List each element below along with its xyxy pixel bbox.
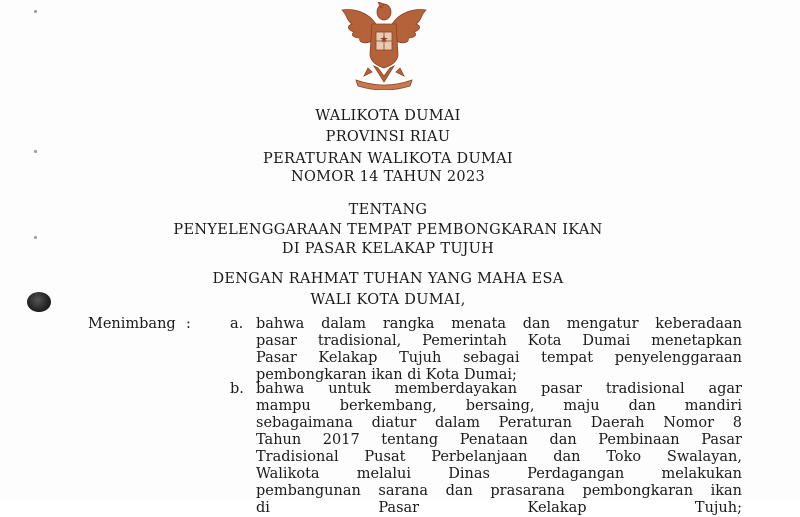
punch-hole bbox=[27, 292, 51, 312]
item-a-line: pasar tradisional, Pemerintah Kota Dumai menetapkan bbox=[256, 333, 742, 349]
menimbang-colon: : bbox=[186, 316, 191, 332]
item-b-line: sebagaimana diatur dalam Peraturan Daerah Nomor 8 bbox=[256, 415, 742, 431]
item-b-line: di Pasar Kelakap Tujuh; bbox=[256, 500, 742, 516]
item-b-line: Walikota melalui Dinas Perdagangan melakukan bbox=[256, 466, 742, 482]
item-b-line: Tradisional Pusat Perbelanjaan dan Toko Swalayan, bbox=[256, 449, 742, 465]
subject-line-2: DI PASAR KELAKAP TUJUH bbox=[281, 241, 495, 257]
heading-peraturan: PERATURAN WALIKOTA DUMAI bbox=[263, 151, 513, 167]
heading-wali-kota: WALI KOTA DUMAI, bbox=[310, 292, 466, 308]
garuda-emblem-icon bbox=[338, 2, 430, 90]
item-a-line: Pasar Kelakap Tujuh sebagai tempat penyelenggaraan bbox=[256, 350, 742, 366]
item-letter-b: b. bbox=[230, 381, 244, 397]
subject-line-1: PENYELENGGARAAN TEMPAT PEMBONGKARAN IKAN bbox=[173, 222, 603, 238]
item-b-line: pembangunan sarana dan prasarana pembongkaran ikan bbox=[256, 483, 742, 499]
item-a-line: pembongkaran ikan di Kota Dumai; bbox=[256, 367, 517, 383]
item-b-line: mampu berkembang, bersaing, maju dan mandiri bbox=[256, 398, 742, 414]
item-a-line: bahwa dalam rangka menata dan mengatur keberadaan bbox=[256, 316, 742, 332]
heading-walikota: WALIKOTA DUMAI bbox=[315, 108, 461, 124]
item-letter-a: a. bbox=[230, 316, 244, 332]
heading-tentang: TENTANG bbox=[348, 202, 428, 218]
margin-dot bbox=[34, 236, 37, 239]
heading-provinsi: PROVINSI RIAU bbox=[325, 129, 451, 145]
margin-dot bbox=[34, 150, 37, 153]
menimbang-label: Menimbang bbox=[88, 316, 176, 332]
heading-nomor: NOMOR 14 TAHUN 2023 bbox=[290, 169, 485, 185]
item-b-line: bahwa untuk memberdayakan pasar tradisional agar bbox=[256, 381, 742, 397]
margin-dot bbox=[34, 10, 37, 13]
heading-rahmat: DENGAN RAHMAT TUHAN YANG MAHA ESA bbox=[212, 271, 564, 287]
item-b-line: Tahun 2017 tentang Penataan dan Pembinaan Pasar bbox=[256, 432, 742, 448]
